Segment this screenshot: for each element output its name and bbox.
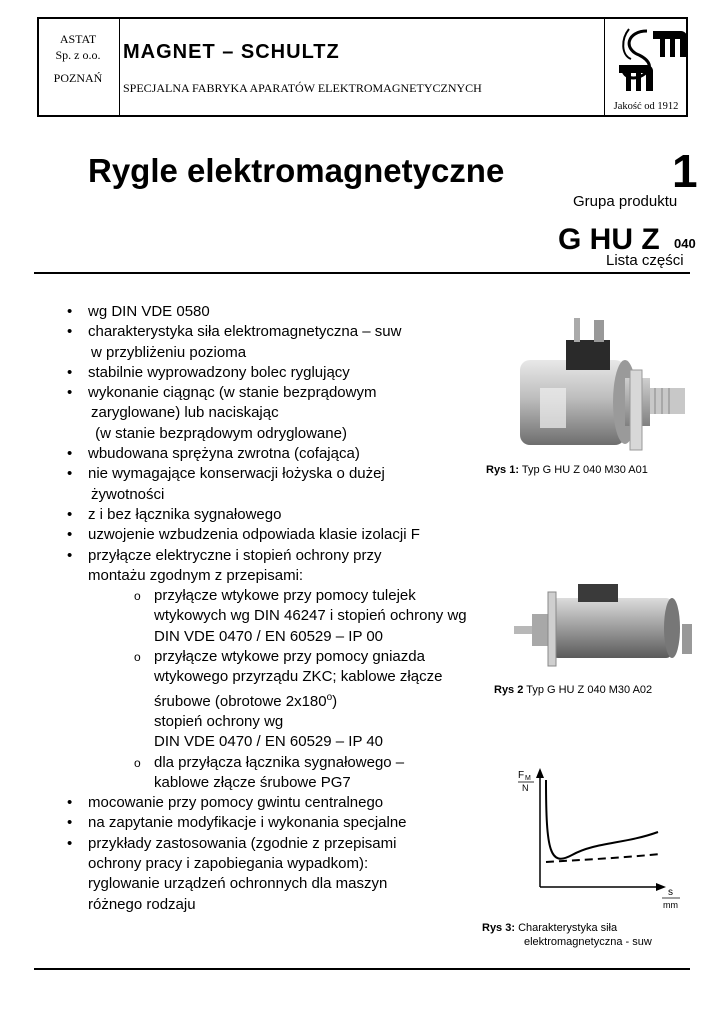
list-item: • wg DIN VDE 0580 bbox=[58, 302, 508, 322]
company-subtitle: SPECJALNA FABRYKA APARATÓW ELEKTROMAGNETYCZNYCH bbox=[123, 81, 482, 95]
x-label-bottom: mm bbox=[663, 900, 678, 910]
list-item: • przyłącze elektryczne i stopień ochrony przy montażu zgodnym z przepisami: o przyłącze wtykowe przy pomocy tulejek wtykowych wg DIN 46247 i stopień ochrony wg DIN VDE 0470 / EN 60529 – IP 00 o przyłącze wtykowe przy pomocy gniazda wtykowego przyrządu ZKC; kablowe złącze śrubowe (obrotowe 2x180$^o$) stopień ochrony wg DIN VDE 0470 / EN 60529 – IP 40 o dla przyłącza łącznika sygnałowego – kablowe złącze śrubowe PG7 bbox=[58, 546, 508, 794]
sub-list-item: o dla przyłącza łącznika sygnałowego – kablowe złącze śrubowe PG7 bbox=[134, 753, 508, 794]
list-item: • mocowanie przy pomocy gwintu centralnego bbox=[58, 793, 508, 813]
header-box bbox=[37, 17, 688, 117]
figure-caption-3: Rys 3: Charakterystyka siła bbox=[482, 922, 618, 934]
list-item: • wykonanie ciągnąc (w stanie bezprądowym zaryglowane) lub naciskając (w stanie bezprądowym odryglowane) bbox=[58, 383, 508, 444]
group-label: Grupa produktu bbox=[573, 193, 678, 210]
quality-note: Jakość od 1912 bbox=[613, 101, 679, 112]
y-axis-arrow-icon bbox=[536, 768, 544, 778]
figure-caption-3-line2: elektromagnetyczna - suw bbox=[524, 936, 652, 948]
product-code: G HU Z bbox=[558, 223, 660, 256]
list-item: • z i bez łącznika sygnałowego bbox=[58, 505, 508, 525]
company-name: MAGNET – SCHULTZ bbox=[123, 41, 340, 63]
solenoid-photo-1 bbox=[500, 300, 700, 458]
header-divider bbox=[119, 19, 120, 115]
feature-list bbox=[58, 302, 508, 915]
list-item: • nie wymagające konserwacji łożyska o dużej żywotności bbox=[58, 464, 508, 505]
list-item: • stabilnie wyprowadzony bolec ryglujący bbox=[58, 363, 508, 383]
solenoid-photo-2 bbox=[508, 580, 700, 676]
astat-line: ASTAT bbox=[59, 32, 97, 46]
list-item: • przykłady zastosowania (zgodnie z przepisami ochrony pracy i zapobiegania wypadkom): ryglowanie urządzeń ochronnych dla maszyn różnego rodzaju bbox=[58, 834, 508, 915]
figure-caption-1: Rys 1: Typ G HU Z 040 M30 A01 bbox=[486, 464, 648, 476]
connection-options bbox=[88, 586, 508, 793]
x-label-top: s bbox=[668, 887, 673, 898]
astat-line: Sp. z o.o. bbox=[55, 48, 101, 62]
list-item: • wbudowana sprężyna zwrotna (cofająca) bbox=[58, 444, 508, 464]
y-label-top: F bbox=[518, 770, 525, 781]
x-axis-arrow-icon bbox=[656, 883, 666, 891]
y-label-bottom: N bbox=[522, 783, 529, 793]
ms-logo-icon bbox=[617, 25, 689, 101]
sub-list-item: o przyłącze wtykowe przy pomocy tulejek wtykowych wg DIN 46247 i stopień ochrony wg DIN VDE 0470 / EN 60529 – IP 00 bbox=[134, 586, 508, 647]
parts-list-label: Lista części bbox=[606, 252, 684, 269]
product-code-suffix: 040 bbox=[674, 236, 696, 251]
force-stroke-chart bbox=[510, 762, 690, 914]
figure-caption-2: Rys 2 Typ G HU Z 040 M30 A02 bbox=[494, 684, 653, 696]
force-curve bbox=[546, 780, 658, 859]
page-title: Rygle elektromagnetyczne bbox=[88, 152, 505, 189]
y-label-sub: M bbox=[525, 775, 531, 782]
list-item: • charakterystyka siła elektromagnetyczna – suw w przybliżeniu pozioma bbox=[58, 322, 508, 363]
sub-list-item: o przyłącze wtykowe przy pomocy gniazda wtykowego przyrządu ZKC; kablowe złącze śrubowe (obrotowe 2x180$^o$) stopień ochrony wg DIN VDE 0470 / EN 60529 – IP 40 bbox=[134, 647, 508, 752]
list-item: • na zapytanie modyfikacje i wykonania specjalne bbox=[58, 813, 508, 833]
group-number: 1 bbox=[672, 145, 698, 197]
astat-line: POZNAŃ bbox=[53, 71, 103, 85]
divider-bottom bbox=[34, 968, 690, 970]
divider-top bbox=[34, 272, 690, 274]
list-item: • uzwojenie wzbudzenia odpowiada klasie izolacji F bbox=[58, 525, 508, 545]
